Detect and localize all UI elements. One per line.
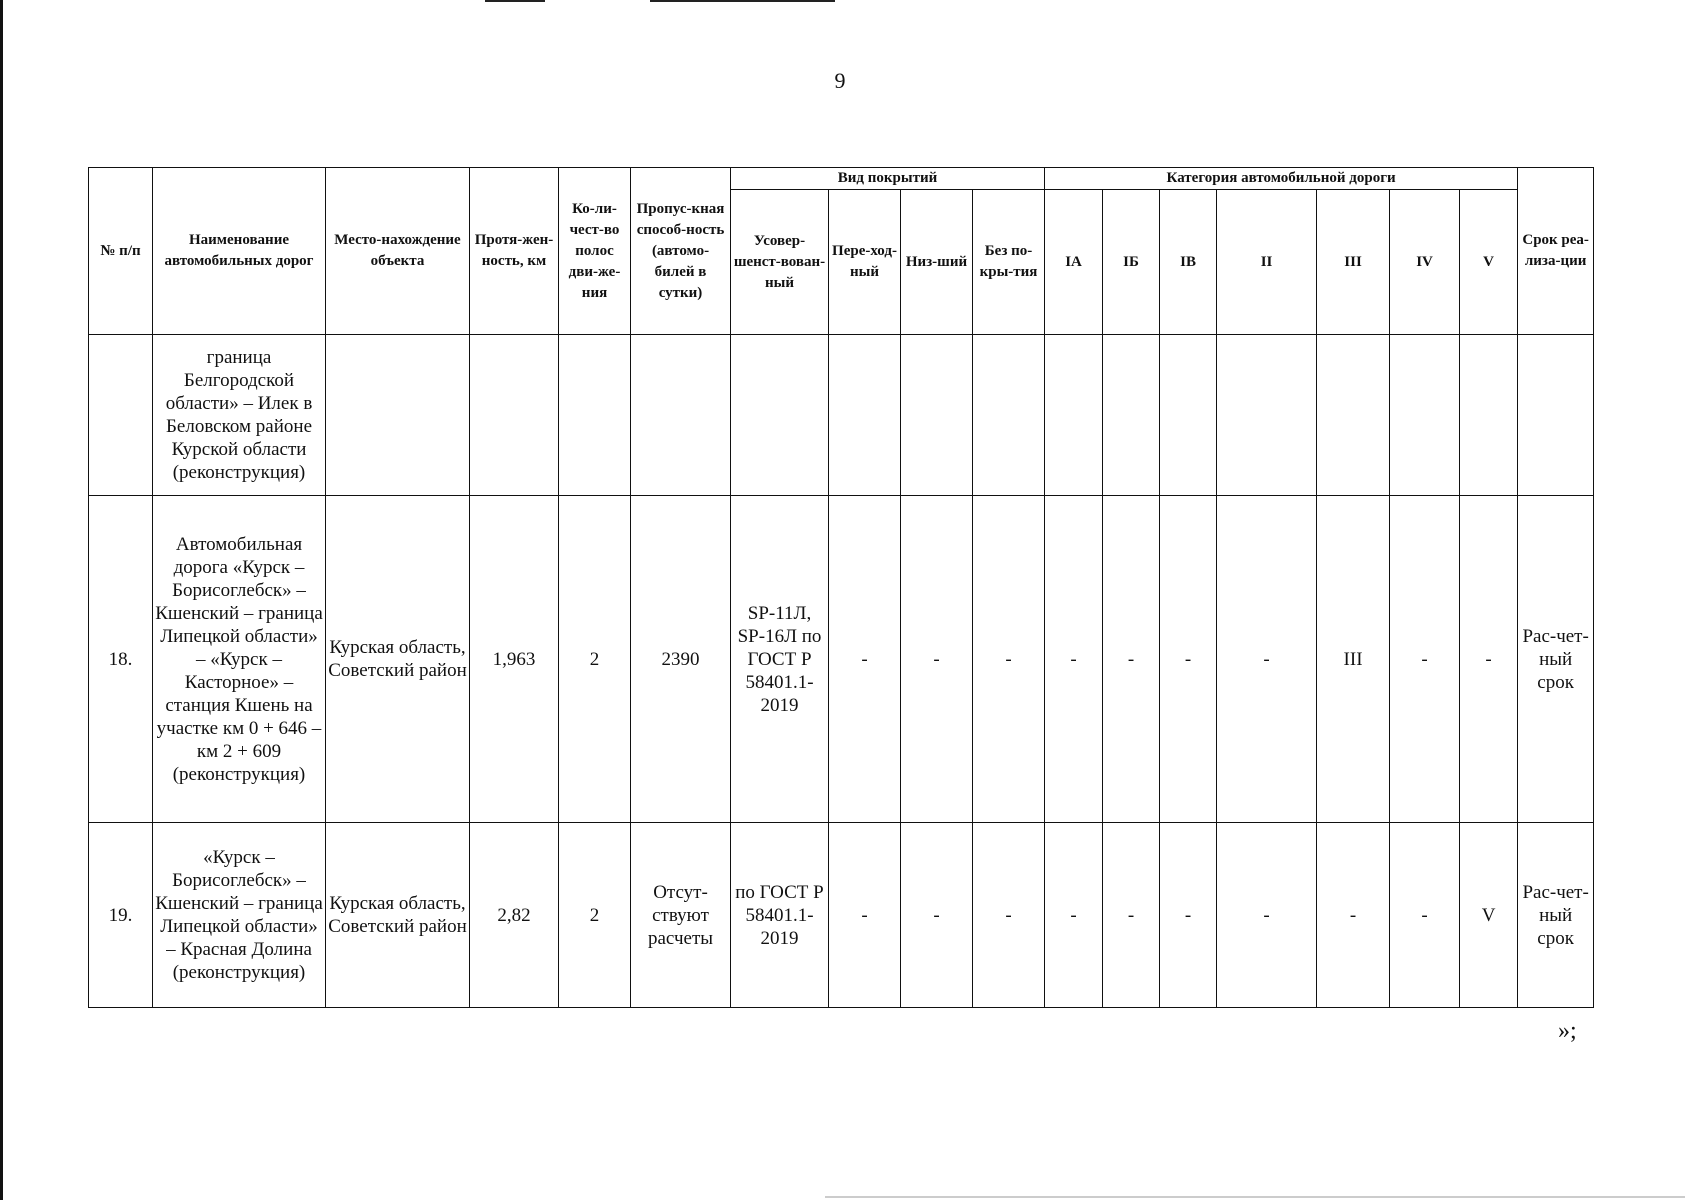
- cell-low: -: [901, 823, 973, 1008]
- header-coverage-transitional: Пере-ход-ный: [829, 190, 901, 335]
- cell-num: 18.: [89, 496, 153, 823]
- cell-length: [470, 335, 559, 496]
- cell-none: -: [973, 823, 1045, 1008]
- cell-lanes: [559, 335, 631, 496]
- header-category-group: Категория автомобильной дороги: [1045, 168, 1518, 190]
- cell-iv: [1160, 335, 1217, 496]
- cell-iii: III: [1317, 496, 1390, 823]
- header-category-v: V: [1460, 190, 1518, 335]
- roads-table: [88, 167, 1594, 1008]
- cell-term: Рас-чет-ный срок: [1518, 496, 1594, 823]
- cell-iv4: -: [1390, 823, 1460, 1008]
- cell-ia: -: [1045, 496, 1103, 823]
- cell-length: 1,963: [470, 496, 559, 823]
- cell-num: [89, 335, 153, 496]
- cell-v: -: [1460, 496, 1518, 823]
- table-row: [89, 496, 1594, 823]
- cell-ib: -: [1103, 496, 1160, 823]
- cell-location: Курская область, Советский район: [326, 823, 470, 1008]
- cell-iv4: -: [1390, 496, 1460, 823]
- cell-name: граница Белгородской области» – Илек в Беловском районе Курской области (реконструкция): [153, 335, 326, 496]
- scan-artifact-bottom: [825, 1196, 1685, 1198]
- header-length: Протя-жен-ность, км: [470, 168, 559, 335]
- header-category-iii: III: [1317, 190, 1390, 335]
- cell-lanes: 2: [559, 823, 631, 1008]
- cell-capacity: [631, 335, 731, 496]
- header-category-iv4: IV: [1390, 190, 1460, 335]
- cell-transitional: [829, 335, 901, 496]
- header-category-ia: IA: [1045, 190, 1103, 335]
- table-row: [89, 823, 1594, 1008]
- cell-ib: -: [1103, 823, 1160, 1008]
- cell-transitional: -: [829, 496, 901, 823]
- cell-iv: -: [1160, 496, 1217, 823]
- cell-ia: [1045, 335, 1103, 496]
- cell-ii: -: [1217, 496, 1317, 823]
- cell-ib: [1103, 335, 1160, 496]
- cell-name: «Курск – Борисоглебск» – Кшенский – граница Липецкой области» – Красная Долина (реконструкция): [153, 823, 326, 1008]
- cell-v: V: [1460, 823, 1518, 1008]
- header-term: Срок реа-лиза-ции: [1518, 168, 1594, 335]
- header-location: Место-нахождение объекта: [326, 168, 470, 335]
- header-coverage-none: Без по-кры-тия: [973, 190, 1045, 335]
- cell-iv: -: [1160, 823, 1217, 1008]
- cell-iii: [1317, 335, 1390, 496]
- cell-length: 2,82: [470, 823, 559, 1008]
- cell-name: Автомобильная дорога «Курск – Борисоглебск» – Кшенский – граница Липецкой области» – «Курск – Касторное» – станция Кшень на участке км 0 + 646 – км 2 + 609 (реконструкция): [153, 496, 326, 823]
- cell-advanced: SP-11Л, SP-16Л по ГОСТ Р 58401.1-2019: [731, 496, 829, 823]
- cell-ii: [1217, 335, 1317, 496]
- header-num: № п/п: [89, 168, 153, 335]
- cell-advanced: [731, 335, 829, 496]
- header-name: Наименование автомобильных дорог: [153, 168, 326, 335]
- cell-none: [973, 335, 1045, 496]
- scan-artifact-top: [650, 0, 835, 2]
- cell-num: 19.: [89, 823, 153, 1008]
- cell-ia: -: [1045, 823, 1103, 1008]
- header-coverage-advanced: Усовер-шенст-вован-ный: [731, 190, 829, 335]
- cell-none: -: [973, 496, 1045, 823]
- cell-capacity: Отсут-ствуют расчеты: [631, 823, 731, 1008]
- header-capacity: Пропус-кная способ-ность (автомо-билей в сутки): [631, 168, 731, 335]
- cell-low: [901, 335, 973, 496]
- header-lanes: Ко-ли-чест-во полос дви-же-ния: [559, 168, 631, 335]
- cell-ii: -: [1217, 823, 1317, 1008]
- cell-lanes: 2: [559, 496, 631, 823]
- cell-advanced: по ГОСТ Р 58401.1-2019: [731, 823, 829, 1008]
- header-category-ii: II: [1217, 190, 1317, 335]
- cell-transitional: -: [829, 823, 901, 1008]
- closing-quote: »;: [1558, 1018, 1577, 1044]
- cell-term: Рас-чет-ный срок: [1518, 823, 1594, 1008]
- page-number: 9: [834, 68, 846, 93]
- header-category-ib: IБ: [1103, 190, 1160, 335]
- cell-capacity: 2390: [631, 496, 731, 823]
- cell-location: Курская область, Советский район: [326, 496, 470, 823]
- header-coverage-low: Низ-ший: [901, 190, 973, 335]
- cell-v: [1460, 335, 1518, 496]
- table-row: [89, 335, 1594, 496]
- header-coverage-group: Вид покрытий: [731, 168, 1045, 190]
- cell-low: -: [901, 496, 973, 823]
- cell-iii: -: [1317, 823, 1390, 1008]
- cell-iv4: [1390, 335, 1460, 496]
- cell-term: [1518, 335, 1594, 496]
- header-category-iv: IВ: [1160, 190, 1217, 335]
- scan-artifact-top: [485, 0, 545, 2]
- cell-location: [326, 335, 470, 496]
- header-row-1: [89, 168, 1594, 190]
- page-edge: [0, 0, 3, 1200]
